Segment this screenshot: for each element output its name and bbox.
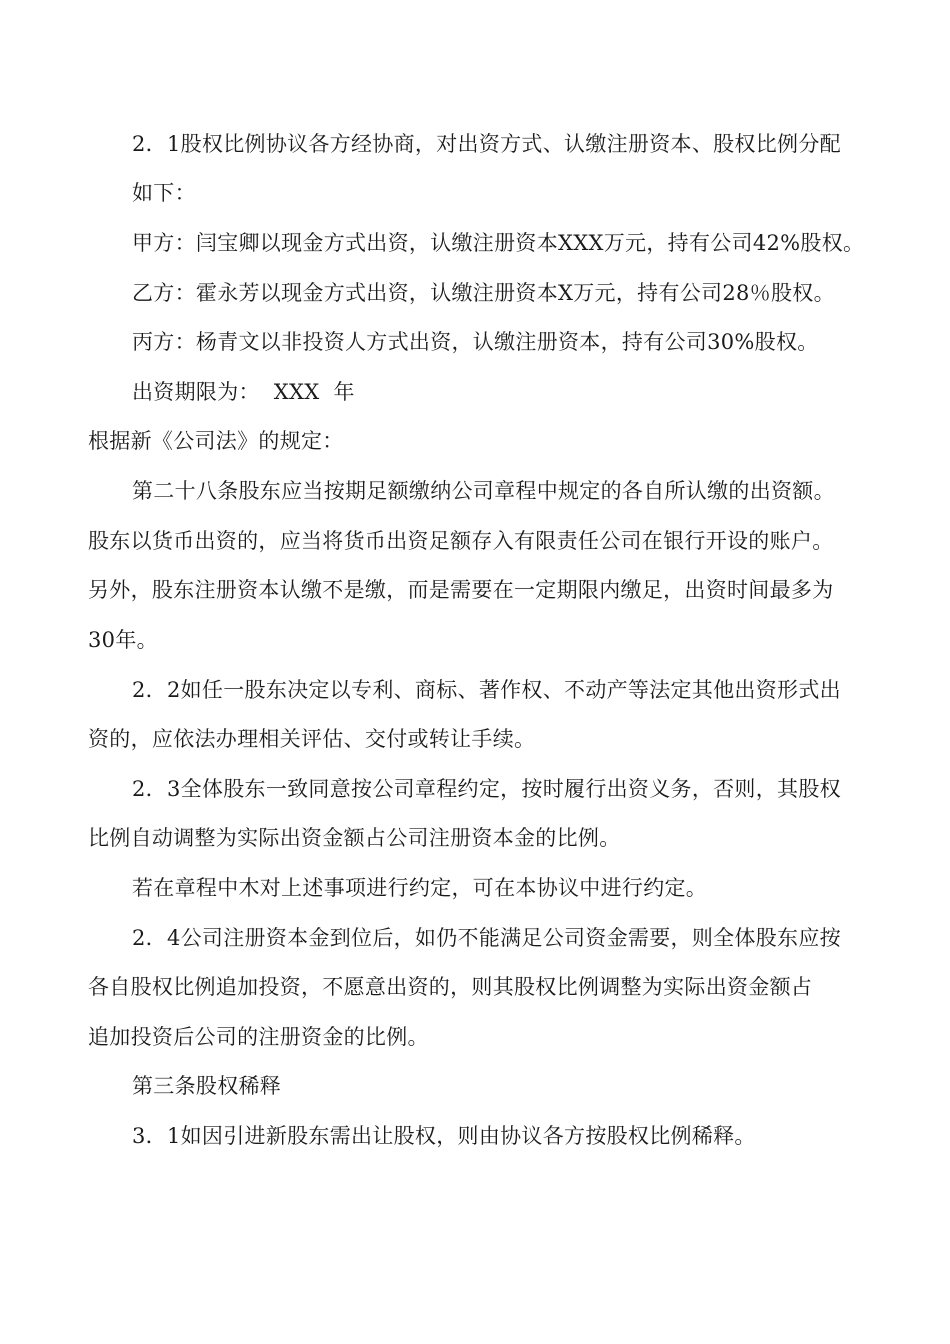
clause-2-3-line-1: 2．3全体股东一致同意按公司章程约定，按时履行出资义务，否则，其股权 — [132, 777, 841, 801]
article-28-line-1: 第二十八条股东应当按期足额缴纳公司章程中规定的各自所认缴的出资额。 — [132, 479, 835, 503]
contribution-period-line: 出资期限为： XXX 年 — [132, 380, 355, 404]
article-28-line-4: 30年。 — [88, 628, 158, 652]
charter-note-line: 若在章程中木对上述事项进行约定，可在本协议中进行约定。 — [132, 876, 708, 900]
clause-2-4-line-2: 各自股权比例追加投资，不愿意出资的，则其股权比例调整为实际出资金额占 — [88, 975, 813, 999]
article-3-heading: 第三条股权稀释 — [132, 1074, 282, 1098]
article-28-line-3: 另外，股东注册资本认缴不是缴，而是需要在一定期限内缴足，出资时间最多为 — [88, 578, 834, 602]
article-28-line-2: 股东以货币出资的，应当将货币出资足额存入有限责任公司在银行开设的账户。 — [88, 529, 834, 553]
clause-2-3-line-2: 比例自动调整为实际出资金额占公司注册资本金的比例。 — [88, 826, 621, 850]
clause-2-1-line-2: 如下： — [132, 181, 196, 205]
clause-2-2-line-2: 资的，应依法办理相关评估、交付或转让手续。 — [88, 727, 536, 751]
party-b-line: 乙方：霍永芳以现金方式出资，认缴注册资本X万元，持有公司28％股权。 — [132, 281, 835, 305]
clause-2-1-line-1: 2．1股权比例协议各方经协商，对出资方式、认缴注册资本、股权比例分配 — [132, 132, 841, 156]
party-a-line: 甲方：闫宝卿以现金方式出资，认缴注册资本XXX万元，持有公司42%股权。 — [132, 231, 865, 255]
clause-2-2-line-1: 2．2如任一股东决定以专利、商标、著作权、不动产等法定其他出资形式出 — [132, 678, 841, 702]
party-c-line: 丙方：杨青文以非投资人方式出资，认缴注册资本，持有公司30%股权。 — [132, 330, 819, 354]
clause-3-1-line: 3．1如因引进新股东需出让股权，则由协议各方按股权比例稀释。 — [132, 1124, 756, 1148]
clause-2-4-line-1: 2．4公司注册资本金到位后，如仍不能满足公司资金需要，则全体股东应按 — [132, 926, 841, 950]
company-law-heading: 根据新《公司法》的规定： — [88, 429, 344, 453]
clause-2-4-line-3: 追加投资后公司的注册资金的比例。 — [88, 1025, 429, 1049]
